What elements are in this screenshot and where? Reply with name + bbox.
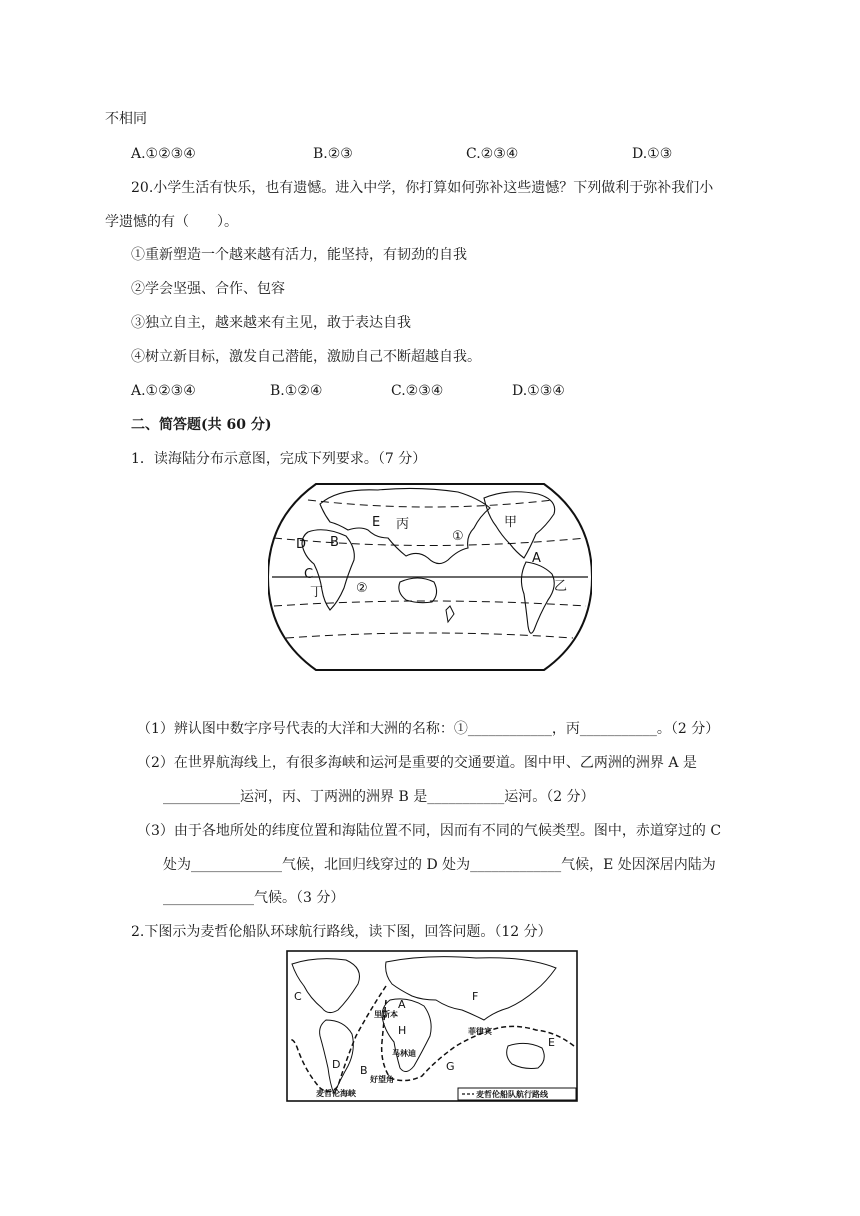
label-d: D	[296, 537, 307, 552]
q1-sub2-line2: ___________运河，丙、丁两洲的洲界 B 是___________运河。（2 分）	[163, 789, 595, 805]
label-ding: 丁	[310, 585, 324, 600]
q1-sub3-line1: （3）由于各地所处的纬度位置和海陆位置不同，因而有不同的气候类型。图中，赤道穿过的 C	[137, 823, 722, 839]
label-yi: 乙	[554, 579, 568, 594]
q19-option-c: C.②③④	[466, 146, 519, 162]
map2-label-malindi: 马林迪	[392, 1049, 416, 1058]
q1-sub3-line2: 处为_____________气候，北回归线穿过的 D 处为_____________气候，E 处因深居内陆为	[163, 857, 716, 873]
label-jia: 甲	[504, 515, 518, 530]
q20-option-b: B.①②④	[270, 383, 323, 399]
section-heading: 二、简答题(共 60 分)	[131, 417, 272, 433]
label-circle-1: ①	[452, 529, 464, 544]
map2-label-e: E	[548, 1036, 555, 1049]
map2-label-d: D	[332, 1058, 341, 1071]
q19-option-a: A.①②③④	[131, 146, 196, 162]
map2-label-g: G	[446, 1060, 455, 1073]
map2-label-b: B	[360, 1064, 368, 1077]
q19-option-d: D.①③	[632, 146, 673, 162]
label-b: B	[330, 535, 339, 550]
q20-stem-line2: 学遗憾的有（ ）。	[105, 214, 238, 230]
map2-label-a: A	[398, 998, 406, 1011]
q20-option-c: C.②③④	[391, 383, 444, 399]
q1-sub1: （1）辨认图中数字序号代表的大洋和大洲的名称：①____________，丙___________。（2 分）	[137, 721, 720, 737]
magellan-route-map	[286, 950, 578, 1102]
world-map-figure	[268, 478, 592, 676]
q20-item-2: ②学会坚强、合作、包容	[131, 281, 285, 297]
q1-sub2-line1: （2）在世界航海线上，有很多海峡和运河是重要的交通要道。图中甲、乙两洲的洲界 A 是	[137, 755, 697, 771]
q20-item-4: ④树立新目标，激发自己潜能，激励自己不断超越自我。	[131, 349, 481, 365]
map2-label-lisbon: 里斯本	[374, 1010, 398, 1019]
map2-label-f: F	[472, 990, 479, 1003]
label-circle-2: ②	[356, 581, 368, 596]
q2-stem: 2.下图示为麦哲伦船队环球航行路线，读下图，回答问题。（12 分）	[131, 924, 552, 940]
map2-label-c: C	[294, 990, 302, 1003]
q20-item-1: ①重新塑造一个越来越有活力，能坚持，有韧劲的自我	[131, 247, 467, 263]
q20-item-3: ③独立自主，越来越来有主见，敢于表达自我	[131, 315, 411, 331]
q19-option-b: B.②③	[313, 146, 353, 162]
map2-label-h: H	[398, 1024, 407, 1037]
q1-sub3-line3: _____________气候。（3 分）	[163, 890, 345, 906]
map2-legend-label: 麦哲伦船队航行路线	[476, 1090, 548, 1099]
label-a: A	[532, 551, 541, 566]
q20-stem-line1: 20.小学生活有快乐，也有遗憾。进入中学，你打算如何弥补这些遗憾？下列做利于弥补我们小	[131, 180, 714, 196]
map2-label-magellan-strait: 麦哲伦海峡	[316, 1089, 356, 1098]
label-bing: 丙	[396, 517, 410, 532]
q19-continuation: 不相同	[105, 111, 147, 127]
q1-stem: 1．读海陆分布示意图，完成下列要求。（7 分）	[131, 451, 427, 467]
q20-option-a: A.①②③④	[131, 383, 196, 399]
map2-label-cape-of-good-hope: 好望角	[370, 1075, 394, 1084]
map2-label-philippines: 菲律宾	[468, 1027, 492, 1036]
label-e: E	[372, 515, 381, 530]
q20-option-d: D.①③④	[512, 383, 565, 399]
label-c: C	[304, 567, 314, 582]
map2-frame	[287, 951, 577, 1101]
